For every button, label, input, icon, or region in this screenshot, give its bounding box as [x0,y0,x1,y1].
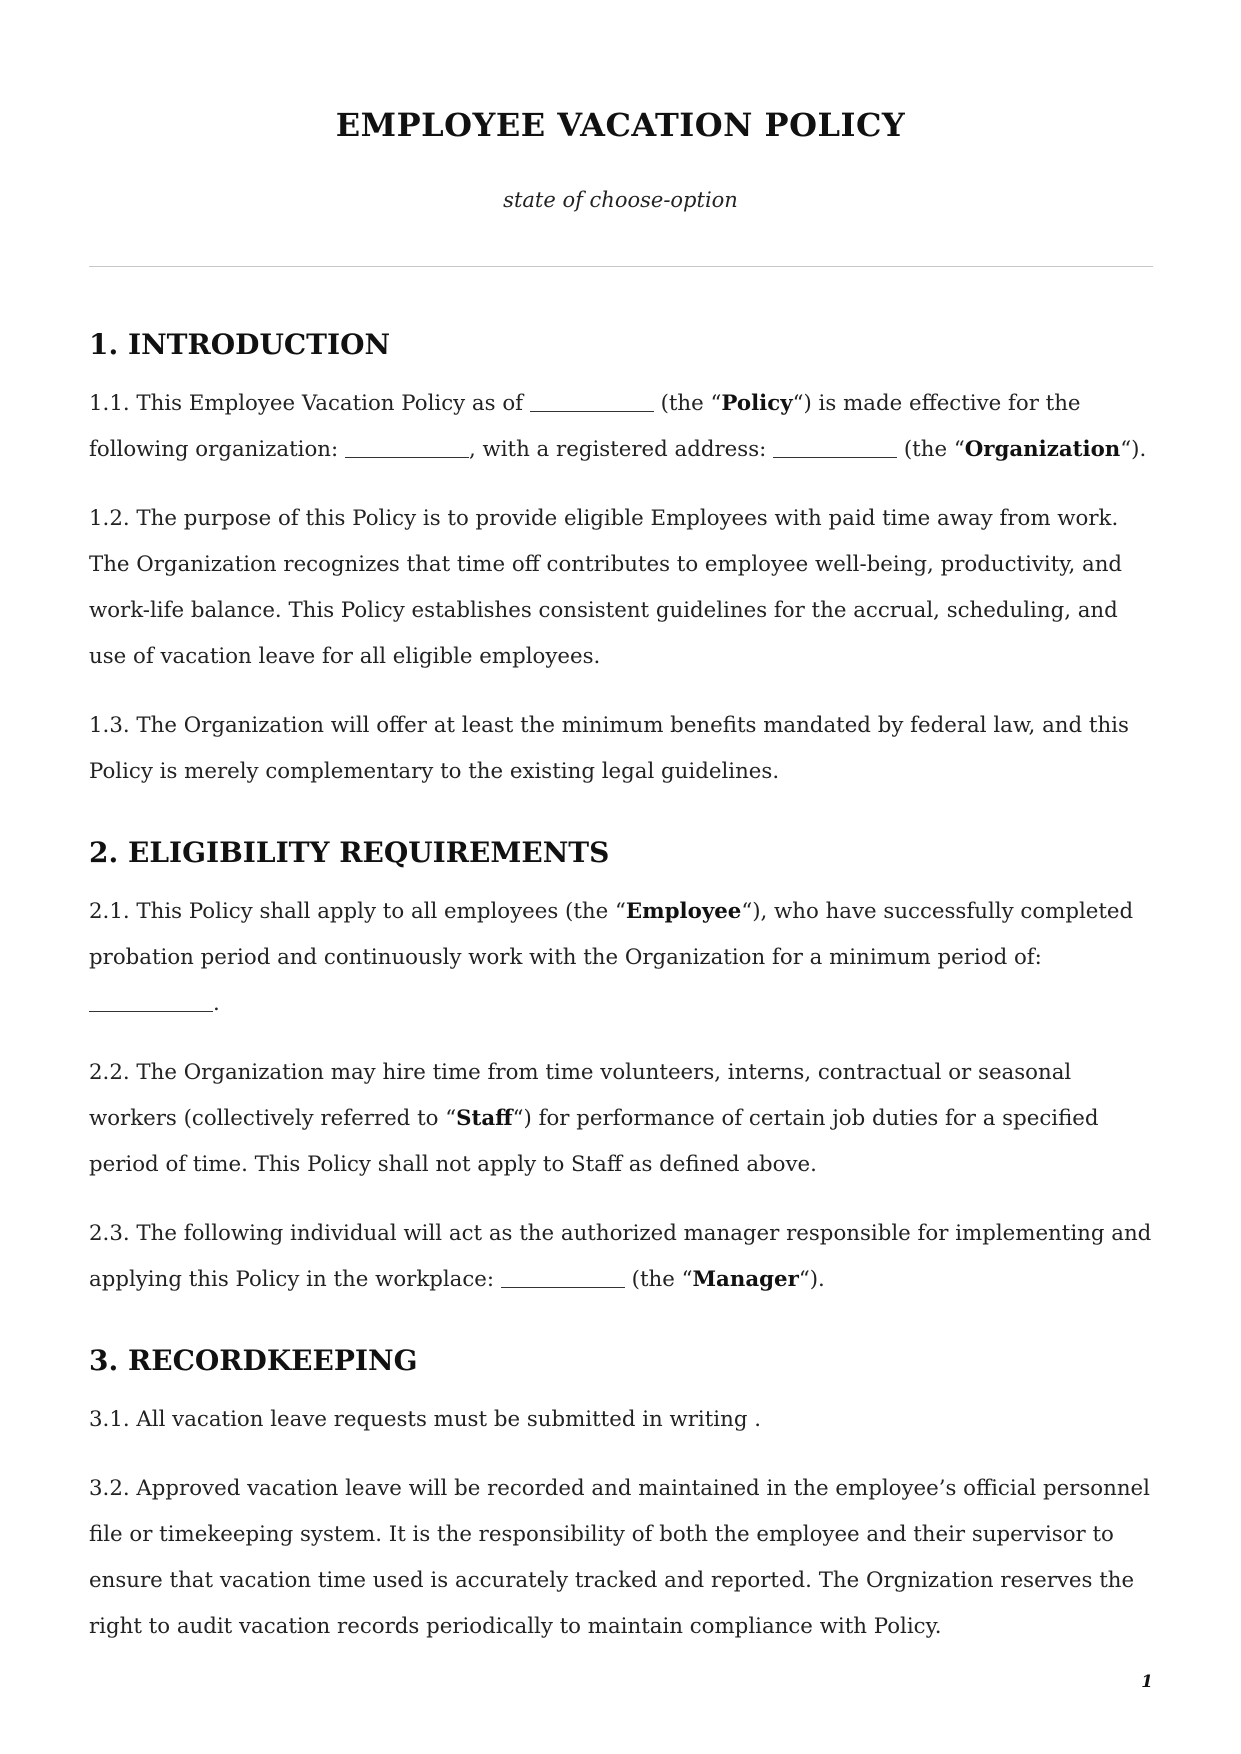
defined-term: Employee [625,899,742,924]
paragraph-1-1: 1.1. This Employee Vacation Policy as of (the “Policy“) is made effective for the following organization: , with a registered address: (the “Organization“). [89,391,1147,462]
title-divider [89,266,1153,267]
section-heading: 2. ELIGIBILITY REQUIREMENTS [89,836,610,869]
document-body [89,325,1153,1673]
section-eligibility [89,833,1153,1303]
blank-field-address[interactable] [773,457,897,458]
blank-field-organization[interactable] [345,457,469,458]
page-number: 1 [1141,1672,1153,1692]
section-heading: 1. INTRODUCTION [89,328,391,361]
paragraph-3-1: 3.1. All vacation leave requests must be submitted in writing . [89,1407,762,1432]
defined-term: Staff [456,1106,513,1131]
section-introduction [89,325,1153,795]
paragraph-1-3: 1.3. The Organization will offer at least the minimum benefits mandated by federal law, and this Policy is merely complementary to the existing legal guidelines. [89,713,1129,784]
paragraph-3-2: 3.2. Approved vacation leave will be recorded and maintained in the employee’s official personnel file or timekeeping system. It is the responsibility of both the employee and their supervisor to ensure that vacation time used is accurately tracked and reported. The Orgnization reserves the right to audit vacation records periodically to maintain compliance with Policy. [89,1476,1150,1639]
paragraph-1-2: 1.2. The purpose of this Policy is to provide eligible Employees with paid time away from work. The Organization recognizes that time off contributes to employee well-being, productivity, and work-life balance. This Policy establishes consistent guidelines for the accrual, scheduling, and use of vacation leave for all eligible employees. [89,506,1123,669]
blank-field-minimum-period[interactable] [89,1011,213,1012]
paragraph-2-3: 2.3. The following individual will act as the authorized manager responsible for implementing and applying this Policy in the workplace: (the “Manager“). [89,1221,1152,1292]
defined-term: Policy [721,391,793,416]
blank-field-date[interactable] [530,411,654,412]
paragraph-2-1: 2.1. This Policy shall apply to all employees (the “Employee“), who have successfully completed probation period and continuously work with the Organization for a minimum period of: . [89,899,1134,1016]
document-subtitle: state of choose-option [503,188,738,212]
document-title: EMPLOYEE VACATION POLICY [335,106,906,144]
blank-field-manager[interactable] [501,1287,625,1288]
defined-term: Organization [964,437,1121,462]
paragraph-2-2: 2.2. The Organization may hire time from time volunteers, interns, contractual or seasonal workers (collectively referred to “Staff“) for performance of certain job duties for a specified period of time. This Policy shall not apply to Staff as defined above. [89,1060,1099,1177]
defined-term: Manager [692,1267,799,1292]
section-heading: 3. RECORDKEEPING [89,1344,418,1377]
section-recordkeeping [89,1341,1153,1650]
